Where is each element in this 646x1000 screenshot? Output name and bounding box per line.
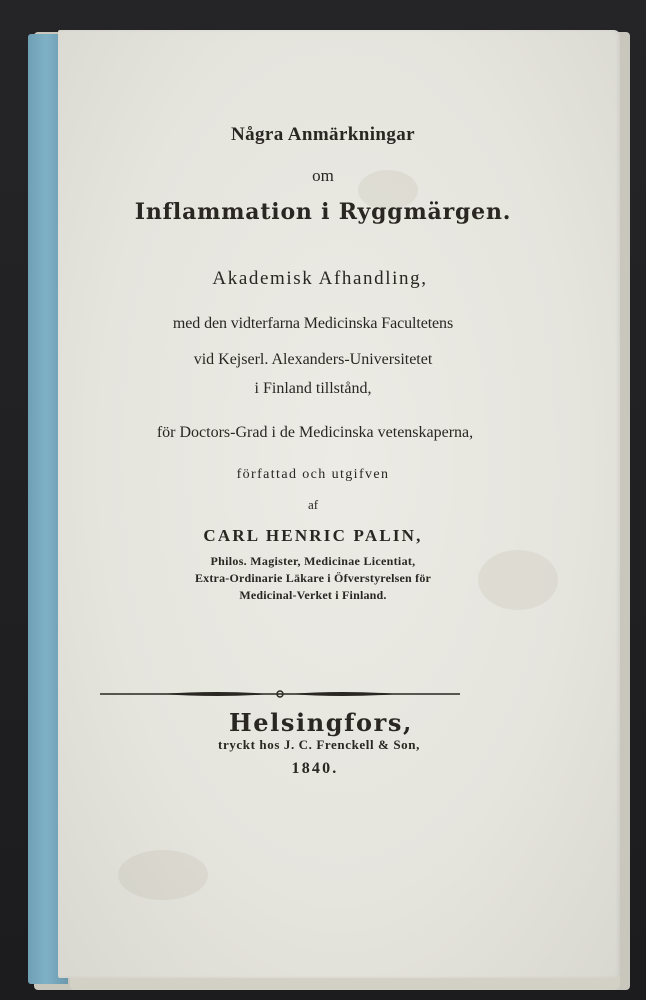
- page-bottom-edge: [70, 976, 620, 990]
- author-name: CARL HENRIC PALIN,: [203, 526, 423, 545]
- authored-line: författad och utgifven: [236, 467, 390, 482]
- imprint-printer: tryckt hos J. C. Frenckell & Son,: [218, 737, 420, 752]
- title-connector: om: [312, 166, 334, 185]
- author-title-line-3: Medicinal-Verket i Finland.: [239, 588, 387, 602]
- permission-line-2: vid Kejserl. Alexanders-Universitetet: [193, 351, 433, 368]
- imprint-place: Helsingfors,: [229, 708, 413, 737]
- title-line-1: Några Anmärkningar: [230, 124, 416, 145]
- imprint-year: 1840.: [291, 760, 339, 777]
- degree-line: för Doctors-Grad i de Medicinska vetenskaperna,: [156, 424, 474, 441]
- dissertation-label: Akademisk Afhandling,: [212, 268, 428, 289]
- title-line-2: Inflammation i Ryggmärgen.: [134, 199, 512, 225]
- author-title-line-2: Extra-Ordinarie Läkare i Öfverstyrelsen för: [194, 571, 432, 585]
- af-line: af: [307, 497, 319, 512]
- ornamental-rule: [100, 688, 460, 700]
- paper-stain: [118, 850, 208, 900]
- permission-line-1: med den vidterfarna Medicinska Facultetens: [172, 315, 454, 332]
- author-title-line-1: Philos. Magister, Medicinae Licentiat,: [210, 554, 416, 568]
- permission-line-3: i Finland tillstånd,: [254, 380, 372, 397]
